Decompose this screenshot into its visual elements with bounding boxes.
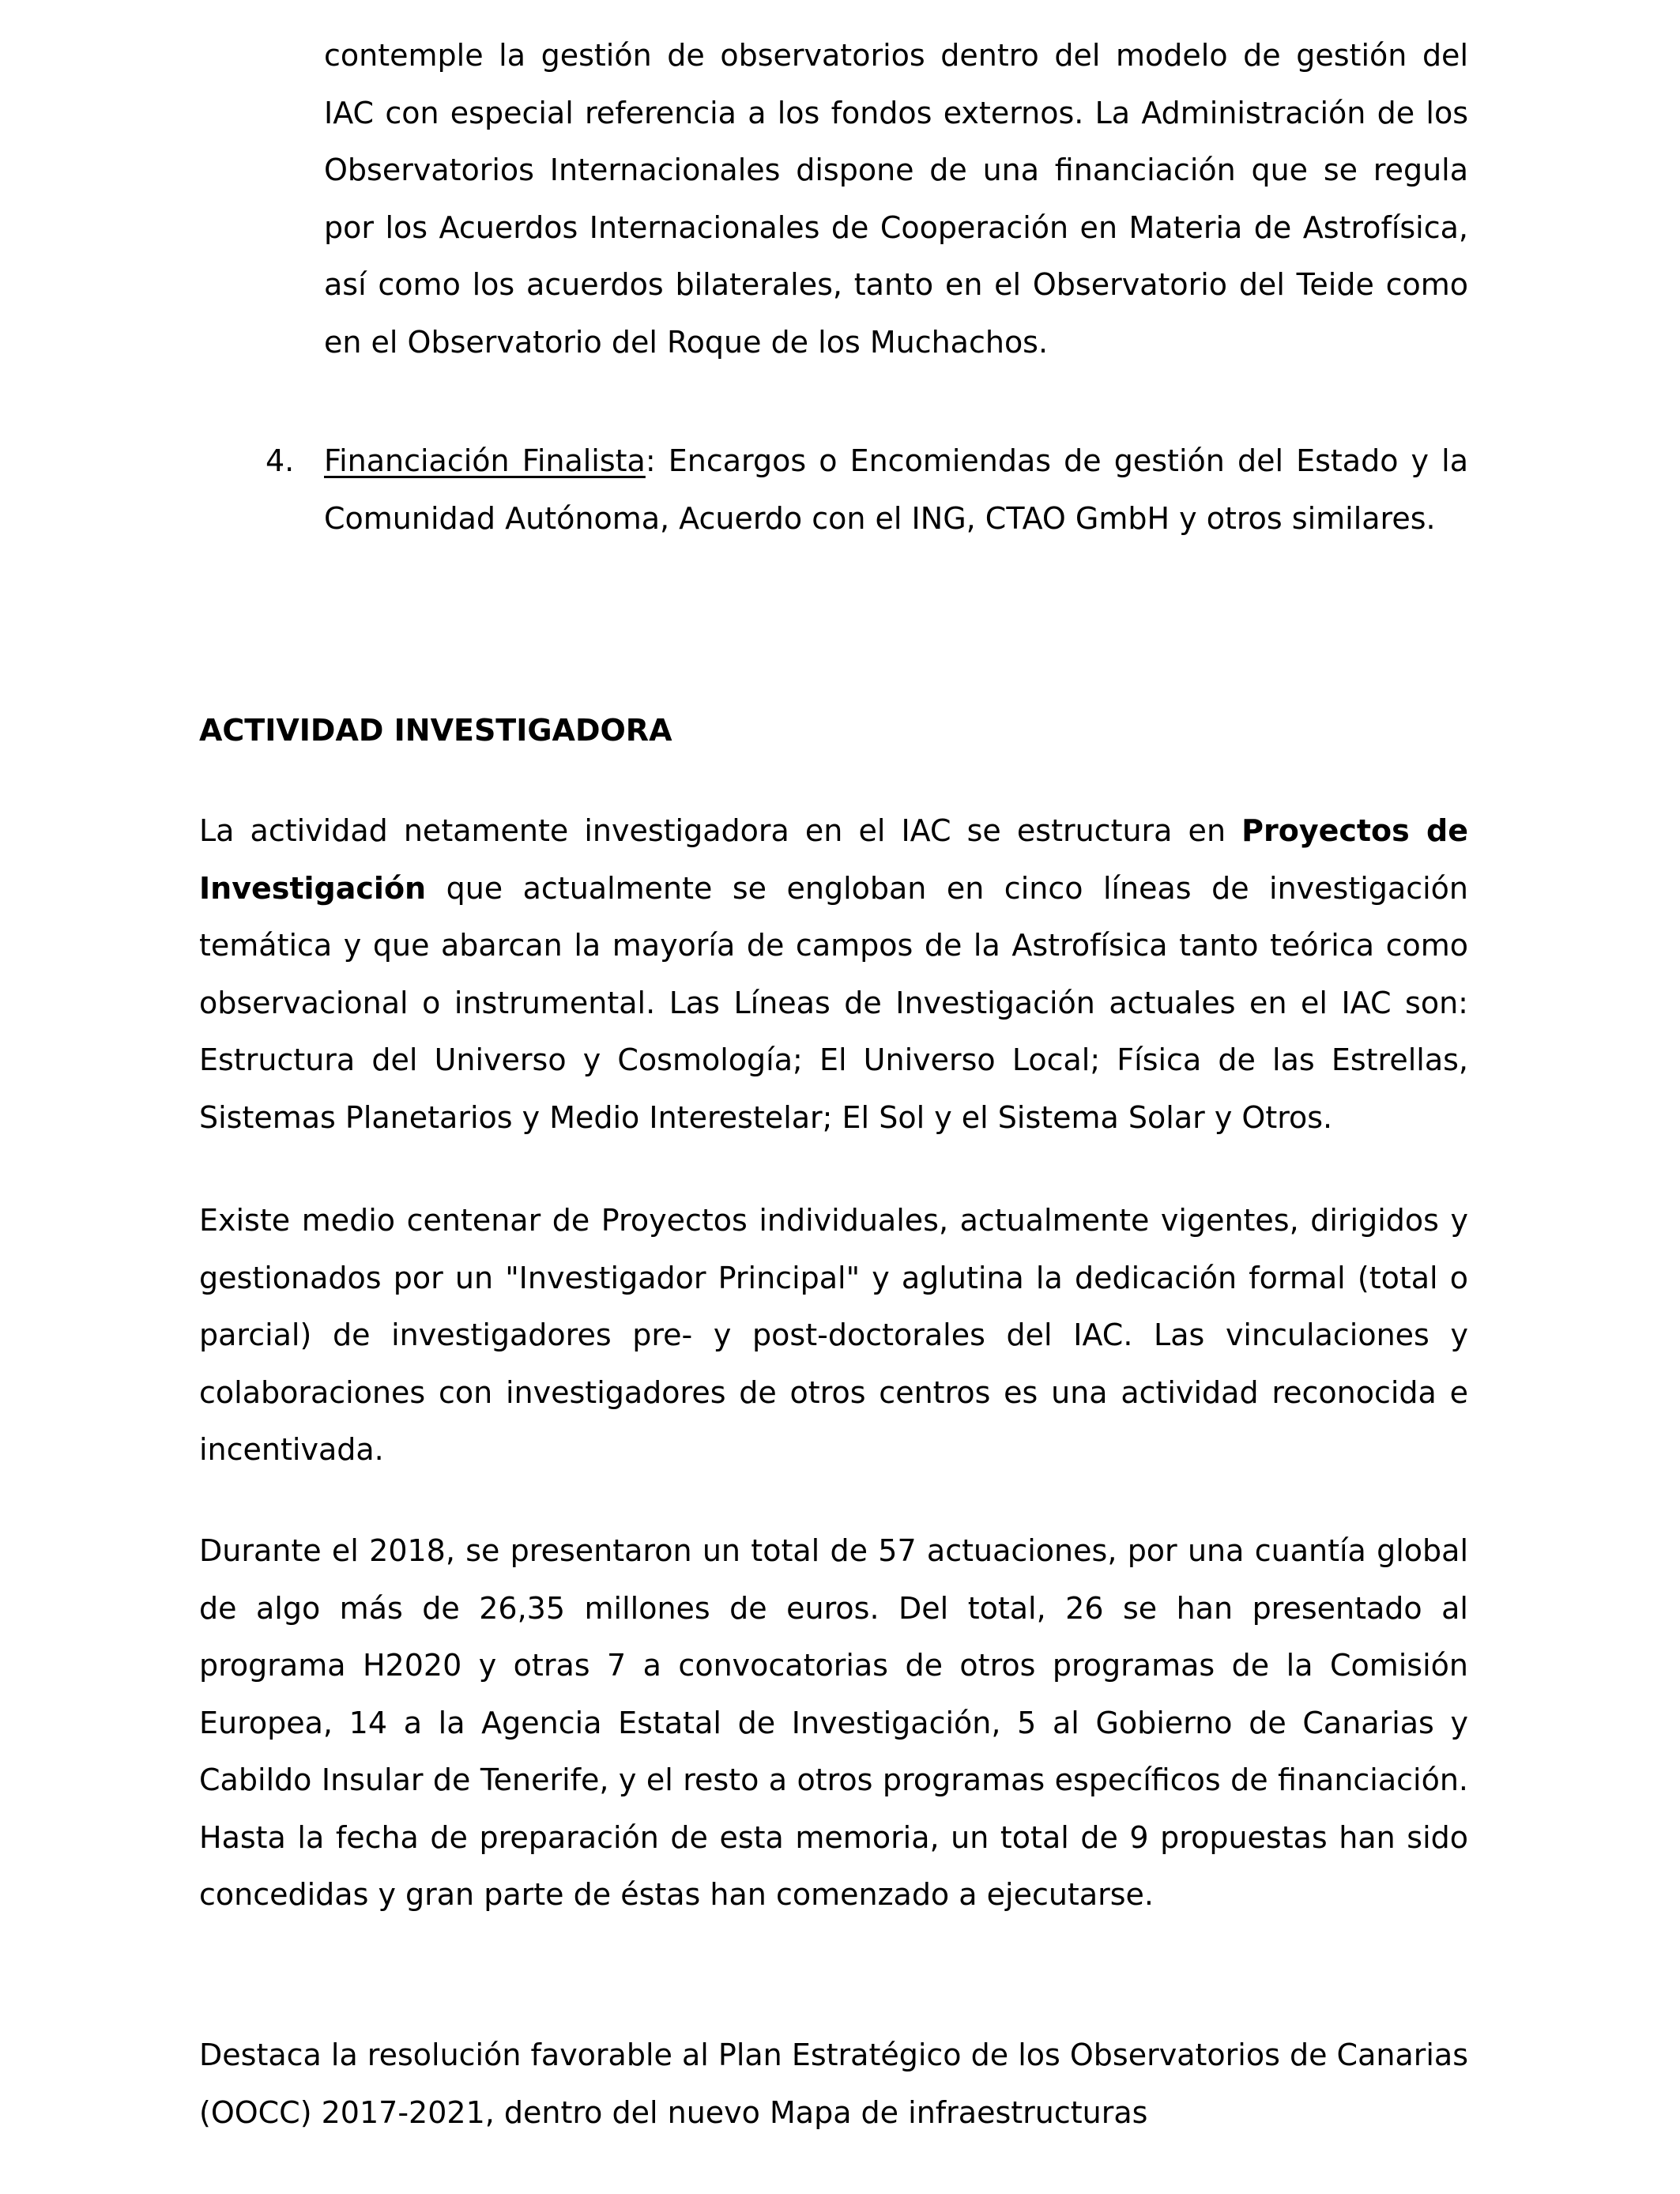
list-item-term: Financiación Finalista <box>324 443 646 478</box>
list-item-separator: : <box>645 443 656 478</box>
continuation-paragraph: contemple la gestión de observatorios dentro del modelo de gestión del IAC con especial referencia a los fondos externos. La Administración de los Observatorios Internacionales dispone de una financiación que se regula por los Acuerdos Internacionales de Cooperación en Materia de Astrofísica, así como los acuerdos bilaterales, tanto en el Observatorio del Teide como en el Observatorio del Roque de los Muchachos. <box>324 38 1468 360</box>
list-number: 4. <box>266 443 295 478</box>
paragraph-2018-actions: Durante el 2018, se presentaron un total de 57 actuaciones, por una cuantía global de algo más de 26,35 millones de euros. Del total, 26 se han presentado al programa H2020 y otras 7 a convocatorias de otros programas de la Comisión Europea, 14 a la Agencia Estatal de Investigación, 5 al Gobierno de Canarias y Cabildo Insular de Tenerife, y el resto a otros programas específicos de financiación. Hasta la fecha de preparación de esta memoria, un total de 9 propuestas han sido concedidas y gran parte de éstas han comenzado a ejecutarse. <box>199 1533 1468 1912</box>
section-heading: ACTIVIDAD INVESTIGADORA <box>199 713 672 748</box>
paragraph-bold-term: Proyectos de Investigación <box>199 813 1468 906</box>
paragraph-strategic-plan: Destaca la resolución favorable al Plan Estratégico de los Observatorios de Canarias (OOCC) 2017-2021, dentro del nuevo Mapa de infraestructuras <box>199 2038 1468 2130</box>
paragraph-rest: que actualmente se engloban en cinco líneas de investigación temática y que abarcan la mayoría de campos de la Astrofísica tanto teórica como observacional o instrumental. Las Líneas de Investigación actuales en el IAC son: Estructura del Universo y Cosmología; El Universo Local; Física de las Estrellas, Sistemas Planetarios y Medio Interestelar; El Sol y el Sistema Solar y Otros. <box>199 870 1468 1135</box>
paragraph-research-lines <box>199 802 1468 1146</box>
list-item-text: Encargos o Encomiendas de gestión del Estado y la Comunidad Autónoma, Acuerdo con el ING, CTAO GmbH y otros similares. <box>324 443 1468 536</box>
paragraph-intro: La actividad netamente investigadora en el IAC se estructura en <box>199 813 1242 848</box>
list-item-4 <box>266 432 1468 547</box>
list-item-body <box>324 432 1468 547</box>
paragraph-projects: Existe medio centenar de Proyectos individuales, actualmente vigentes, dirigidos y gestionados por un "Investigador Principal" y aglutina la dedicación formal (total o parcial) de investigadores pre- y post-doctorales del IAC. Las vinculaciones y colaboraciones con investigadores de otros centros es una actividad reconocida e incentivada. <box>199 1203 1468 1467</box>
